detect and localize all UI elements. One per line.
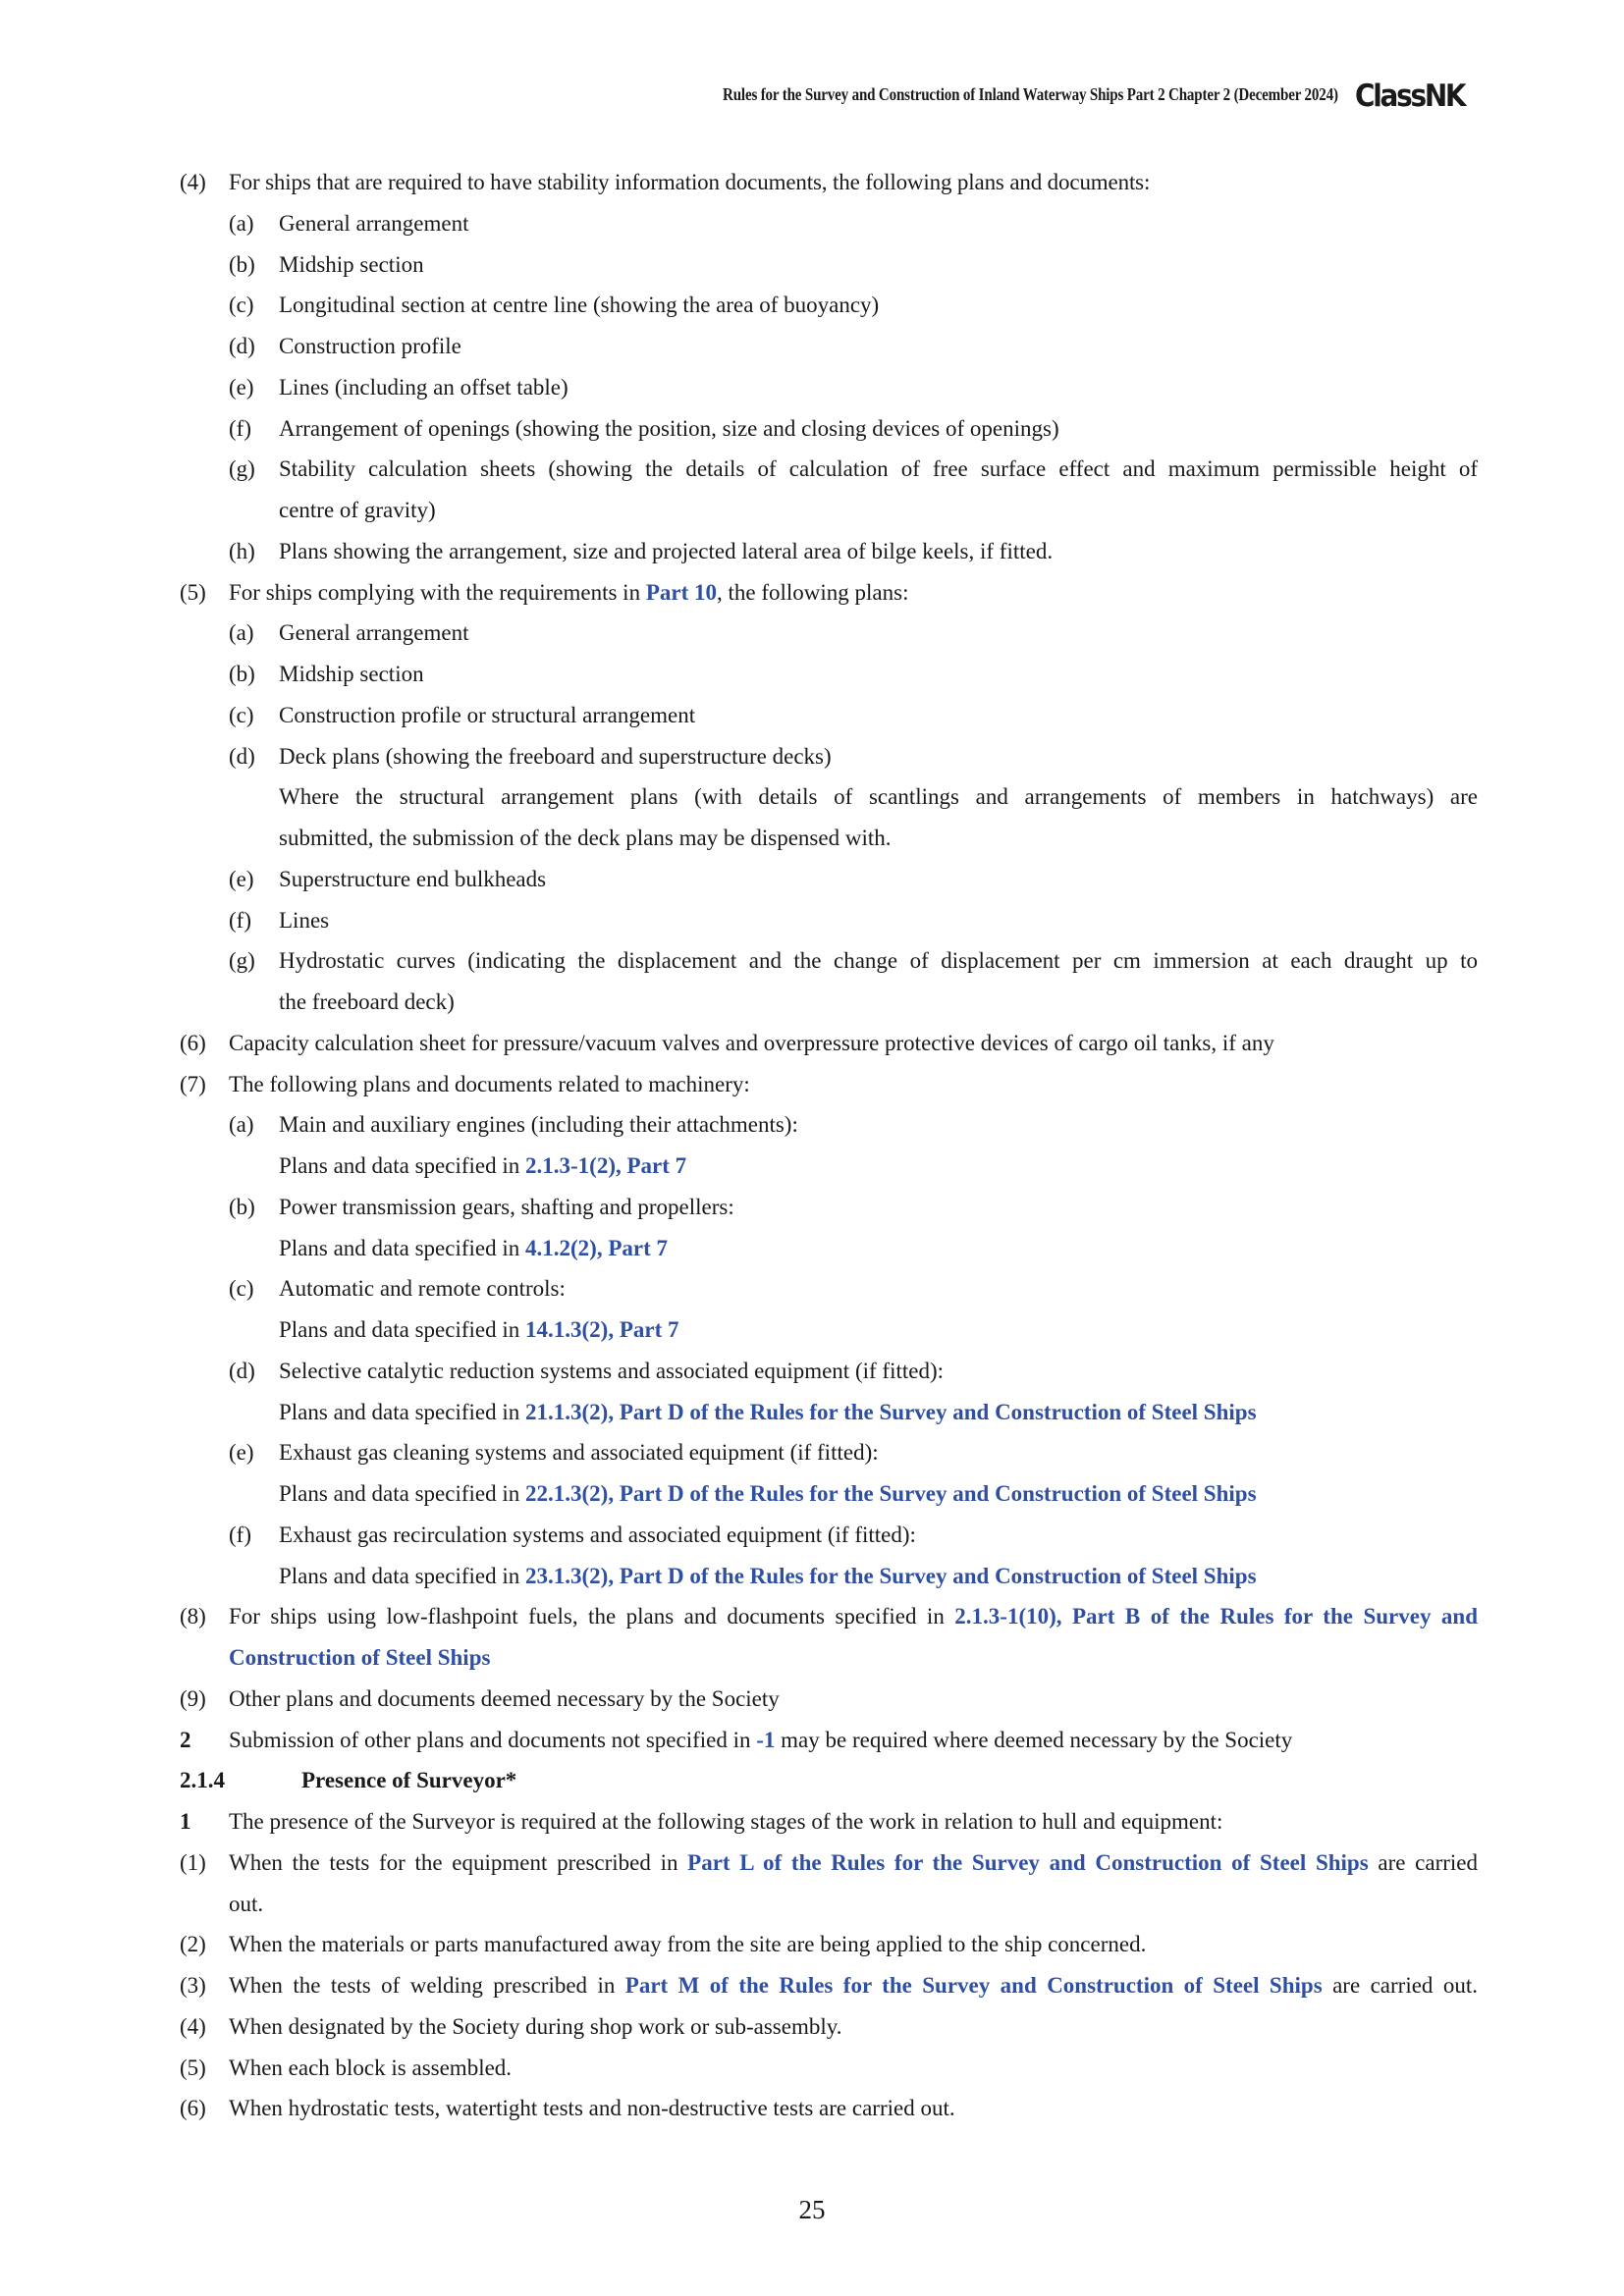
item-reference bbox=[0, 1228, 1624, 1269]
text-before: Submission of other plans and documents not specified in bbox=[229, 1728, 757, 1752]
reference-label: Plans and data specified in bbox=[279, 1236, 526, 1260]
item-number: (9) bbox=[180, 1686, 206, 1711]
reference-link[interactable]: Part M of the Rules for the Survey and Construction of Steel Ships bbox=[624, 1973, 1323, 1998]
reference-link[interactable]: -1 bbox=[756, 1728, 776, 1752]
list-item bbox=[0, 940, 1624, 982]
item-number: (6) bbox=[180, 1031, 206, 1055]
item-reference bbox=[0, 1556, 1624, 1597]
item-text bbox=[229, 1596, 1478, 1637]
item-text: Selective catalytic reduction systems and associated equipment (if fitted): bbox=[279, 1359, 944, 1383]
item-number: (7) bbox=[180, 1072, 206, 1096]
item-text: out. bbox=[229, 1892, 264, 1916]
item-number: (a) bbox=[229, 620, 254, 645]
list-item bbox=[0, 408, 1624, 450]
list-item bbox=[0, 1596, 1624, 1637]
item-number: (a) bbox=[229, 211, 254, 236]
item-number: (4) bbox=[180, 2014, 206, 2039]
text-after: may be required where deemed necessary by the Society bbox=[775, 1728, 1293, 1752]
item-text: centre of gravity) bbox=[279, 498, 436, 522]
list-item bbox=[0, 695, 1624, 736]
reference-link[interactable]: Part 10 bbox=[645, 580, 717, 605]
item-text: Automatic and remote controls: bbox=[279, 1276, 566, 1301]
item-text: Arrangement of openings (showing the position, size and closing devices of openings) bbox=[279, 416, 1059, 441]
reference-link[interactable]: 23.1.3(2), Part D of the Rules for the Survey and Construction of Steel Ships bbox=[525, 1564, 1257, 1588]
item-text: Exhaust gas recirculation systems and associated equipment (if fitted): bbox=[279, 1522, 916, 1547]
item-text: Midship section bbox=[279, 662, 424, 686]
list-item bbox=[0, 531, 1624, 572]
text-before: When the tests for the equipment prescribed in bbox=[229, 1850, 688, 1875]
item-number: (e) bbox=[229, 867, 254, 891]
list-item bbox=[0, 326, 1624, 367]
item-text: Midship section bbox=[279, 252, 424, 277]
text-before: When the tests of welding prescribed in bbox=[229, 1973, 625, 1998]
reference-link[interactable]: 21.1.3(2), Part D of the Rules for the Survey and Construction of Steel Ships bbox=[525, 1400, 1257, 1424]
section-title: Presence of Surveyor* bbox=[301, 1768, 517, 1792]
list-item bbox=[0, 367, 1624, 408]
item-text bbox=[229, 1965, 1478, 2006]
paragraph bbox=[0, 1801, 1624, 1842]
item-text: Construction profile bbox=[279, 334, 461, 358]
reference-link[interactable]: 14.1.3(2), Part 7 bbox=[525, 1317, 679, 1342]
page-header bbox=[0, 79, 1624, 112]
list-item bbox=[0, 572, 1624, 614]
reference-label: Plans and data specified in bbox=[279, 1400, 526, 1424]
list-item-continuation bbox=[0, 1884, 1624, 1925]
item-note bbox=[0, 818, 1624, 859]
item-text bbox=[229, 1842, 1478, 1884]
item-text: Plans showing the arrangement, size and projected lateral area of bilge keels, if fitted. bbox=[279, 539, 1054, 563]
text-after: are carried out. bbox=[1322, 1973, 1478, 1998]
list-item bbox=[0, 1924, 1624, 1965]
list-item bbox=[0, 1515, 1624, 1556]
item-number: (1) bbox=[180, 1850, 206, 1875]
list-item bbox=[0, 1187, 1624, 1228]
item-text: Exhaust gas cleaning systems and associated equipment (if fitted): bbox=[279, 1440, 879, 1465]
item-text: Main and auxiliary engines (including their attachments): bbox=[279, 1112, 798, 1137]
item-text: When hydrostatic tests, watertight tests and non-destructive tests are carried out. bbox=[229, 2096, 955, 2120]
item-text: The following plans and documents related to machinery: bbox=[229, 1072, 750, 1096]
list-item bbox=[0, 449, 1624, 490]
item-text: Superstructure end bulkheads bbox=[279, 867, 547, 891]
item-number: (b) bbox=[229, 662, 255, 686]
reference-link[interactable]: Construction of Steel Ships bbox=[229, 1645, 491, 1670]
item-number: (g) bbox=[229, 456, 255, 481]
item-text: Stability calculation sheets (showing the details of calculation of free surface effect and maximum permissible height of bbox=[279, 456, 1478, 481]
item-number: (2) bbox=[180, 1932, 206, 1956]
item-text bbox=[229, 572, 908, 614]
reference-link[interactable]: 2.1.3-1(2), Part 7 bbox=[525, 1153, 687, 1178]
list-item bbox=[0, 2048, 1624, 2089]
paragraph-text: The presence of the Surveyor is required at the following stages of the work in relation to hull and equipment: bbox=[229, 1809, 1223, 1834]
item-number: (5) bbox=[180, 580, 206, 605]
text-before: For ships complying with the requirements in bbox=[229, 580, 646, 605]
item-number: (d) bbox=[229, 744, 255, 769]
item-text: Lines (including an offset table) bbox=[279, 375, 568, 400]
classnk-logo: ClassNK bbox=[1355, 79, 1465, 114]
list-item bbox=[0, 244, 1624, 286]
text-before: For ships using low-flashpoint fuels, the plans and documents specified in bbox=[229, 1604, 955, 1629]
item-text: When the materials or parts manufactured away from the site are being applied to the ship concerned. bbox=[229, 1932, 1147, 1956]
list-item bbox=[0, 285, 1624, 326]
section-heading bbox=[0, 1760, 1624, 1801]
page-number: 25 bbox=[798, 2195, 826, 2224]
item-number: (d) bbox=[229, 334, 255, 358]
reference-link[interactable]: 4.1.2(2), Part 7 bbox=[525, 1236, 669, 1260]
list-item bbox=[0, 1104, 1624, 1146]
item-reference bbox=[0, 1473, 1624, 1515]
item-number: (6) bbox=[180, 2096, 206, 2120]
item-number: (e) bbox=[229, 375, 254, 400]
item-text: Deck plans (showing the freeboard and superstructure decks) bbox=[279, 744, 832, 769]
list-item-continuation bbox=[0, 982, 1624, 1023]
list-item bbox=[0, 1965, 1624, 2006]
item-note bbox=[0, 776, 1624, 818]
item-text: General arrangement bbox=[279, 211, 469, 236]
list-item-continuation bbox=[0, 490, 1624, 531]
item-number: (c) bbox=[229, 1276, 254, 1301]
text-after: are carried bbox=[1368, 1850, 1478, 1875]
item-text: Capacity calculation sheet for pressure/vacuum valves and overpressure protective devices of cargo oil tanks, if any bbox=[229, 1031, 1274, 1055]
list-item bbox=[0, 203, 1624, 244]
item-text: General arrangement bbox=[279, 620, 469, 645]
item-number: (8) bbox=[180, 1604, 206, 1629]
item-text: Hydrostatic curves (indicating the displacement and the change of displacement per cm immersion at each draught up to bbox=[279, 948, 1478, 973]
item-text: When each block is assembled. bbox=[229, 2056, 513, 2080]
text-after: , the following plans: bbox=[717, 580, 909, 605]
note-text: Where the structural arrangement plans (with details of scantlings and arrangements of members in hatchways) are bbox=[279, 784, 1478, 809]
item-number: (c) bbox=[229, 293, 254, 317]
paragraph-number: 2 bbox=[180, 1728, 191, 1752]
item-number: (c) bbox=[229, 703, 254, 727]
item-reference bbox=[0, 1392, 1624, 1433]
item-number: (e) bbox=[229, 1440, 254, 1465]
list-item bbox=[0, 1432, 1624, 1473]
list-item bbox=[0, 654, 1624, 695]
list-item bbox=[0, 1268, 1624, 1309]
list-item bbox=[0, 900, 1624, 941]
item-number: (a) bbox=[229, 1112, 254, 1137]
paragraph bbox=[0, 1720, 1624, 1761]
item-number: (5) bbox=[180, 2056, 206, 2080]
item-number: (b) bbox=[229, 252, 255, 277]
reference-link[interactable]: Part L of the Rules for the Survey and Construction of Steel Ships bbox=[687, 1850, 1369, 1875]
paragraph-number: 1 bbox=[180, 1809, 191, 1834]
list-item bbox=[0, 859, 1624, 900]
paragraph-text bbox=[229, 1720, 1292, 1761]
item-text: For ships that are required to have stability information documents, the following plans and documents: bbox=[229, 170, 1151, 194]
item-text: Longitudinal section at centre line (showing the area of buoyancy) bbox=[279, 293, 880, 317]
list-item bbox=[0, 736, 1624, 777]
list-item bbox=[0, 162, 1624, 203]
item-number: (d) bbox=[229, 1359, 255, 1383]
header-title: Rules for the Survey and Construction of Inland Waterway Ships Part 2 Chapter 2 (December 2024) bbox=[723, 84, 1338, 104]
item-reference bbox=[0, 1146, 1624, 1187]
list-item bbox=[0, 1842, 1624, 1884]
reference-label: Plans and data specified in bbox=[279, 1481, 526, 1506]
list-item-continuation bbox=[0, 1637, 1624, 1679]
list-item bbox=[0, 1023, 1624, 1064]
item-text: Other plans and documents deemed necessary by the Society bbox=[229, 1686, 780, 1711]
item-number: (f) bbox=[229, 416, 251, 441]
item-text: When designated by the Society during shop work or sub-assembly. bbox=[229, 2014, 842, 2039]
reference-label: Plans and data specified in bbox=[279, 1153, 526, 1178]
item-number: (3) bbox=[180, 1973, 206, 1998]
reference-link[interactable]: 22.1.3(2), Part D of the Rules for the Survey and Construction of Steel Ships bbox=[525, 1481, 1257, 1506]
item-reference bbox=[0, 1309, 1624, 1351]
item-number: (b) bbox=[229, 1195, 255, 1219]
item-text: Lines bbox=[279, 908, 330, 933]
list-item bbox=[0, 2006, 1624, 2048]
item-number: (f) bbox=[229, 908, 251, 933]
list-item bbox=[0, 1679, 1624, 1720]
item-number: (4) bbox=[180, 170, 206, 194]
note-text: submitted, the submission of the deck plans may be dispensed with. bbox=[279, 826, 892, 850]
list-item bbox=[0, 613, 1624, 654]
item-number: (h) bbox=[229, 539, 255, 563]
reference-label: Plans and data specified in bbox=[279, 1564, 526, 1588]
reference-link[interactable]: 2.1.3-1(10), Part B of the Rules for the Survey and bbox=[954, 1604, 1478, 1629]
list-item bbox=[0, 1351, 1624, 1392]
item-text: Construction profile or structural arrangement bbox=[279, 703, 696, 727]
item-text: the freeboard deck) bbox=[279, 989, 455, 1014]
item-number: (f) bbox=[229, 1522, 251, 1547]
item-text: Power transmission gears, shafting and propellers: bbox=[279, 1195, 734, 1219]
list-item bbox=[0, 1064, 1624, 1105]
reference-label: Plans and data specified in bbox=[279, 1317, 526, 1342]
list-item bbox=[0, 2088, 1624, 2129]
section-number: 2.1.4 bbox=[180, 1768, 225, 1792]
item-number: (g) bbox=[229, 948, 255, 973]
